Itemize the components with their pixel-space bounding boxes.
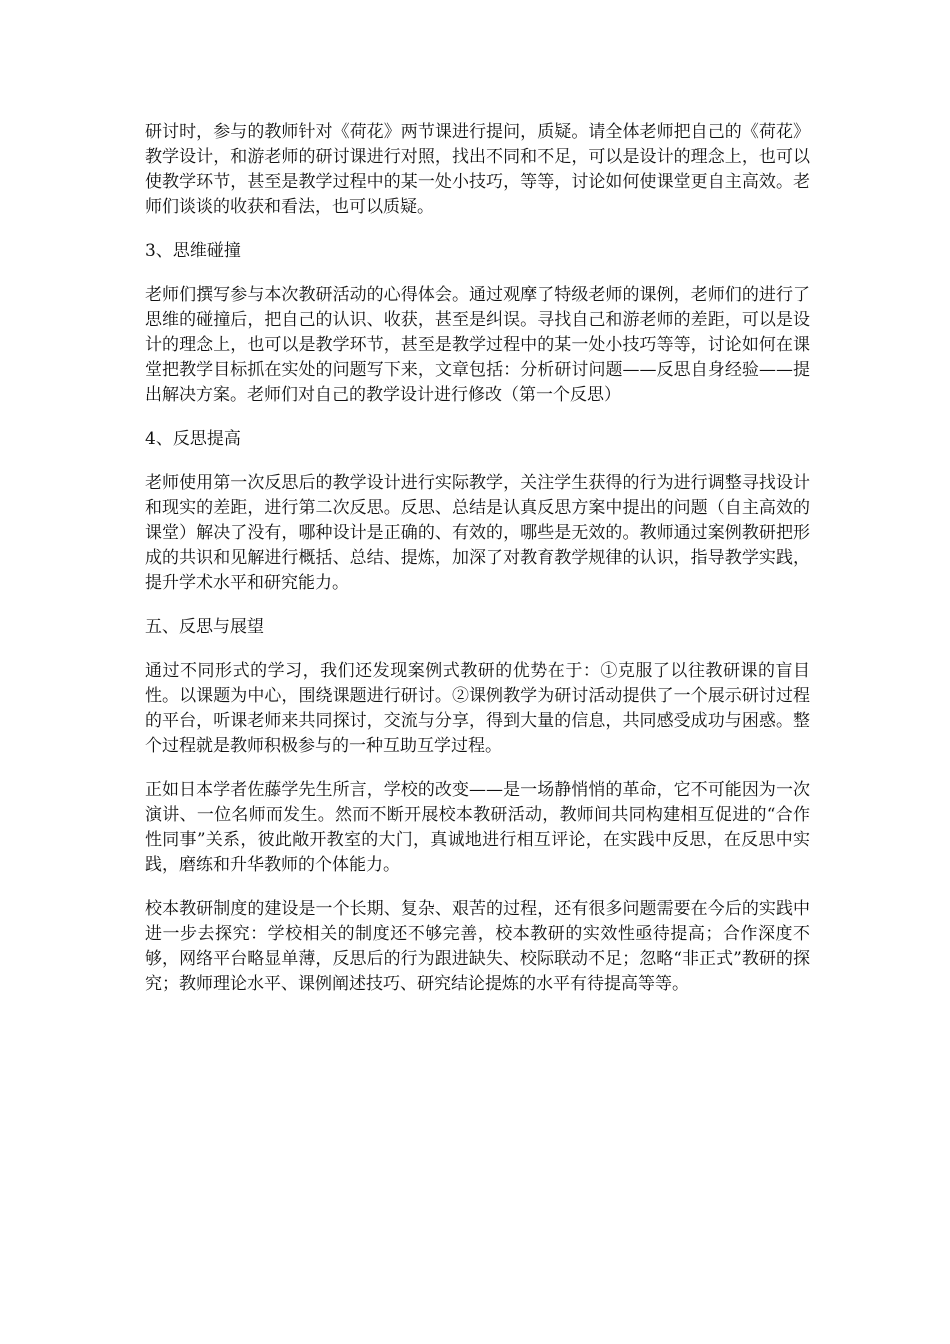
heading-reflection-improvement: 4、反思提高	[145, 429, 241, 449]
heading-reflection-outlook: 五、反思与展望	[145, 617, 264, 637]
paragraph-discussion: 研讨时，参与的教师针对《荷花》两节课进行提问，质疑。请全体老师把自己的《荷花》教学设计，和游老师的研讨课进行对照，找出不同和不足，可以是设计的理念上，也可以使教学环节，甚至是教学过程中的某一处小技巧，等等，讨论如何使课堂更自主高效。老师们谈谈的收获和看法，也可以质疑。	[145, 122, 810, 217]
paragraph-system-construction: 校本教研制度的建设是一个长期、复杂、艰苦的过程，还有很多问题需要在今后的实践中进一步去探究：学校相关的制度还不够完善，校本教研的实效性亟待提高；合作深度不够，网络平台略显单薄，反思后的行为跟进缺失、校际联动不足；忽略“非正式”教研的探究；教师理论水平、课例阐述技巧、研究结论提炼的水平有待提高等等。	[145, 899, 810, 994]
heading-thinking-collision: 3、思维碰撞	[145, 241, 241, 261]
paragraph-reflection-improvement: 老师使用第一次反思后的教学设计进行实际教学，关注学生获得的行为进行调整寻找设计和现实的差距，进行第二次反思。反思、总结是认真反思方案中提出的问题（自主高效的课堂）解决了没有，哪种设计是正确的、有效的，哪些是无效的。教师通过案例教研把形成的共识和见解进行概括、总结、提炼，加深了对教育教学规律的认识，指导教学实践，提升学术水平和研究能力。	[145, 473, 810, 593]
document-body	[145, 120, 810, 1016]
paragraph-quiet-revolution: 正如日本学者佐藤学先生所言，学校的改变——是一场静悄悄的革命，它不可能因为一次演讲、一位名师而发生。然而不断开展校本教研活动，教师间共同构建相互促进的“合作性同事”关系，彼此敞开教室的大门，真诚地进行相互评论，在实践中反思，在反思中实践，磨练和升华教师的个体能力。	[145, 780, 810, 875]
paragraph-case-study-advantages: 通过不同形式的学习，我们还发现案例式教研的优势在于：①克服了以往教研课的盲目性。以课题为中心，围绕课题进行研讨。②课例教学为研讨活动提供了一个展示研讨过程的平台，听课老师来共同探讨，交流与分享，得到大量的信息，共同感受成功与困惑。整个过程就是教师积极参与的一种互助互学过程。	[145, 661, 810, 756]
paragraph-thinking-collision: 老师们撰写参与本次教研活动的心得体会。通过观摩了特级老师的课例，老师们的进行了思维的碰撞后，把自己的认识、收获，甚至是纠误。寻找自己和游老师的差距，可以是设计的理念上，也可以是教学环节，甚至是教学过程中的某一处小技巧等等，讨论如何在课堂把教学目标抓在实处的问题写下来，文章包括：分析研讨问题——反思自身经验——提出解决方案。老师们对自己的教学设计进行修改（第一个反思）	[145, 285, 810, 405]
